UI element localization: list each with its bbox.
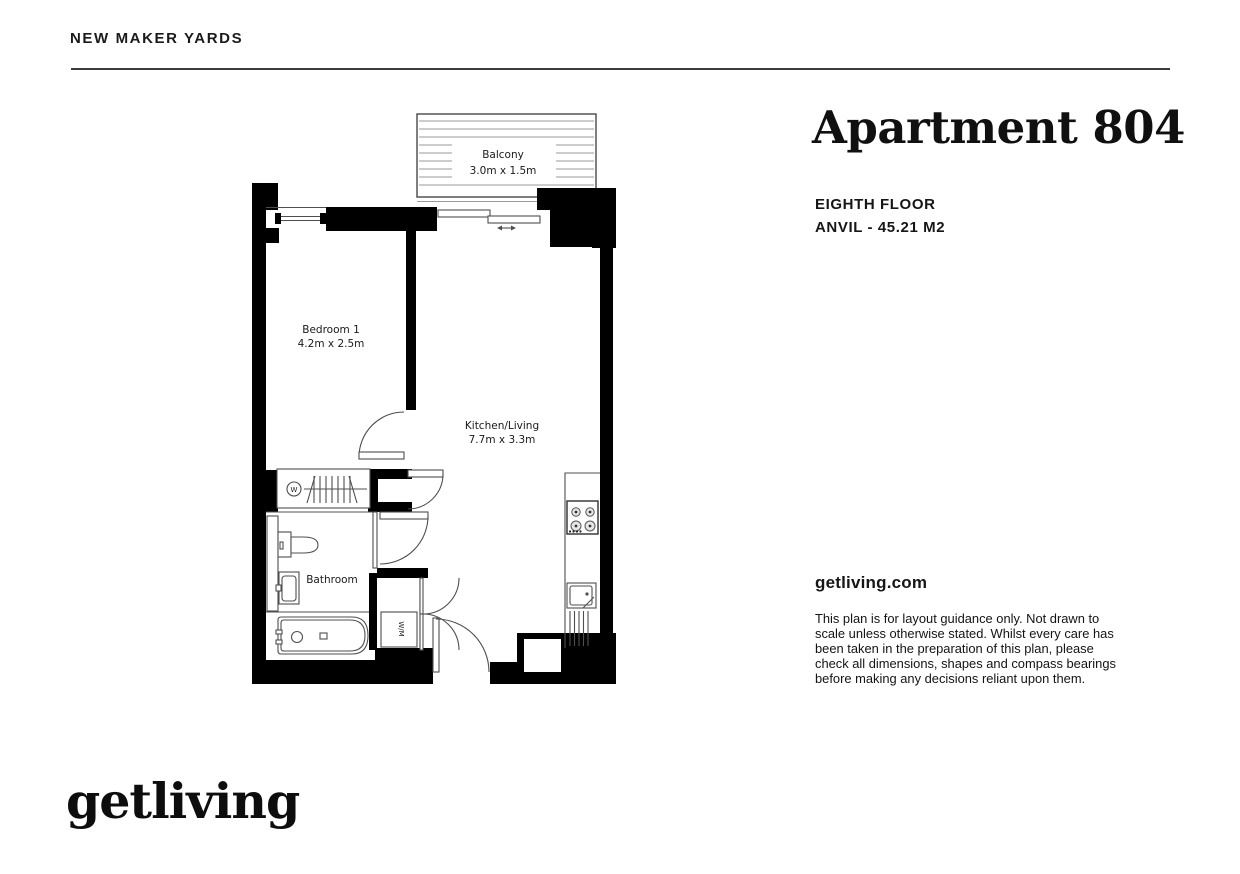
hall-door-upper — [408, 470, 443, 509]
wardrobe — [277, 469, 370, 508]
basin — [276, 572, 299, 604]
disclaimer-text — [815, 611, 1116, 686]
bottom-right-recess — [524, 639, 561, 672]
washer-label: W/M — [397, 621, 405, 637]
bathtub — [276, 617, 368, 654]
floor-label: EIGHTH FLOOR — [815, 196, 936, 213]
disclaimer-line: before making any decisions reliant upon them. — [815, 671, 1086, 687]
disclaimer-line: This plan is for layout guidance only. Not drawn to — [815, 611, 1100, 626]
toilet — [278, 532, 318, 557]
bathroom-fixtures — [266, 512, 373, 654]
bedroom-door — [359, 412, 404, 459]
apartment-title: Apartment 804 — [812, 101, 1185, 154]
bathroom-door — [373, 512, 428, 568]
getliving-logo: getliving — [66, 772, 300, 830]
bathroom-label: Bathroom — [306, 574, 358, 586]
kitchen-living-dimensions: 7.7m x 3.3m — [468, 434, 536, 446]
project-name: NEW MAKER YARDS — [70, 30, 244, 47]
disclaimer-line: check all dimensions, shapes and compass bearings — [815, 656, 1116, 672]
wardrobe-label: W — [290, 486, 298, 494]
bedroom-dimensions: 4.2m x 2.5m — [297, 338, 365, 350]
website-link[interactable]: getliving.com — [815, 573, 928, 592]
disclaimer-line: scale unless otherwise stated. Whilst every care has — [815, 626, 1114, 642]
kitchen-sink — [567, 583, 596, 608]
balcony-label: Balcony — [482, 149, 524, 161]
washer-closet — [381, 578, 459, 650]
hob — [567, 501, 598, 534]
kitchen-fixtures — [565, 473, 600, 648]
kitchen-living-label: Kitchen/Living — [464, 420, 540, 432]
floorplan-drawing — [240, 100, 630, 700]
balcony-sliding-door — [438, 210, 540, 231]
block-area-label: ANVIL - 45.21 M2 — [815, 219, 946, 236]
disclaimer-line: been taken in the preparation of this plan, please — [815, 641, 1094, 657]
header-divider — [71, 68, 1170, 70]
entrance-door — [433, 618, 489, 672]
balcony-dimensions: 3.0m x 1.5m — [469, 165, 537, 177]
bedroom-label: Bedroom 1 — [302, 324, 360, 336]
walls — [252, 183, 616, 684]
